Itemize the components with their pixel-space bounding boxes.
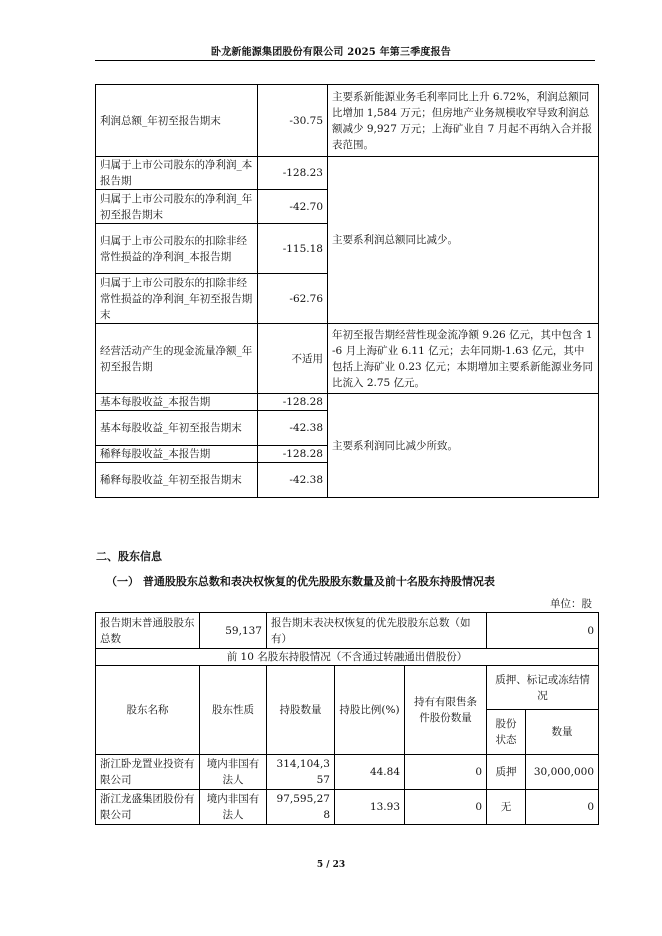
value-cell: -62.76 — [258, 274, 328, 324]
table-row — [96, 649, 599, 666]
item-cell: 归属于上市公司股东的净利润_年初至报告期末 — [96, 190, 258, 224]
value-cell: -42.70 — [258, 190, 328, 224]
item-cell: 归属于上市公司股东的扣除非经常性损益的净利润_本报告期 — [96, 224, 258, 274]
value-cell: -30.75 — [258, 85, 328, 157]
holder-shares: 97,595,278 — [267, 790, 335, 825]
holder-ratio: 44.84 — [335, 755, 405, 790]
item-cell: 基本每股收益_本报告期 — [96, 394, 258, 411]
holder-nature: 境内非国有法人 — [200, 790, 267, 825]
table-header-row — [96, 666, 599, 710]
shareholder-table — [95, 612, 599, 825]
header-divider — [95, 60, 595, 61]
col-header-name: 股东名称 — [96, 666, 200, 755]
holder-name: 浙江龙盛集团股份有限公司 — [96, 790, 200, 825]
section-subtitle: （一） 普通股股东总数和表决权恢复的优先股股东数量及前十名股东持股情况表 — [106, 575, 495, 588]
holder-ratio: 13.93 — [335, 790, 405, 825]
value-cell: -115.18 — [258, 224, 328, 274]
preferred-holders-value: 0 — [487, 613, 599, 649]
table-row — [96, 324, 599, 394]
total-holders-label: 报告期末普通股股东总数 — [96, 613, 200, 649]
item-cell: 归属于上市公司股东的净利润_本报告期 — [96, 157, 258, 190]
holder-shares: 314,104,357 — [267, 755, 335, 790]
top10-title: 前 10 名股东持股情况（不含通过转融通出借股份） — [96, 649, 599, 666]
value-cell: -42.38 — [258, 411, 328, 446]
holder-restricted: 0 — [405, 755, 487, 790]
col-header-pledge-status: 股份状态 — [487, 710, 526, 755]
unit-label: 单位：股 — [550, 598, 592, 610]
holder-pledge-status: 无 — [487, 790, 526, 825]
item-cell: 经营活动产生的现金流量净额_年初至报告期 — [96, 324, 258, 394]
col-header-restricted: 持有有限售条件股份数量 — [405, 666, 487, 755]
col-header-shares: 持股数量 — [267, 666, 335, 755]
col-header-pledge-qty: 数量 — [526, 710, 599, 755]
value-cell: 不适用 — [258, 324, 328, 394]
item-cell: 归属于上市公司股东的扣除非经常性损益的净利润_年初至报告期末 — [96, 274, 258, 324]
value-cell: -128.28 — [258, 446, 328, 463]
item-cell: 利润总额_年初至报告期末 — [96, 85, 258, 157]
holder-name: 浙江卧龙置业投资有限公司 — [96, 755, 200, 790]
preferred-holders-label: 报告期末表决权恢复的优先股股东总数（如有） — [267, 613, 487, 649]
table-row — [96, 394, 599, 411]
reason-cell-merged: 主要系利润同比减少所致。 — [328, 394, 599, 498]
reason-cell: 主要系新能源业务毛利率同比上升 6.72%，利润总额同比增加 1,584 万元；但房地产业务规模收窄导致利润总额减少 9,927 万元；上海矿业自 7 月起不再纳入合并报表范围。 — [328, 85, 599, 157]
table-row — [96, 755, 599, 790]
item-cell: 稀释每股收益_年初至报告期末 — [96, 463, 258, 498]
table-row — [96, 613, 599, 649]
item-cell: 基本每股收益_年初至报告期末 — [96, 411, 258, 446]
holder-nature: 境内非国有法人 — [200, 755, 267, 790]
section-title: 二、股东信息 — [96, 550, 162, 563]
holder-restricted: 0 — [405, 790, 487, 825]
reason-cell-merged: 主要系利润总额同比减少。 — [328, 157, 599, 324]
col-header-pledge: 质押、标记或冻结情况 — [487, 666, 599, 710]
holder-pledge-status: 质押 — [487, 755, 526, 790]
holder-pledge-qty: 30,000,000 — [526, 755, 599, 790]
value-cell: -128.28 — [258, 394, 328, 411]
financial-change-table — [95, 84, 599, 498]
page-number: 5 / 23 — [316, 860, 346, 870]
col-header-nature: 股东性质 — [200, 666, 267, 755]
table-row — [96, 790, 599, 825]
table-row — [96, 85, 599, 157]
col-header-ratio: 持股比例(%) — [335, 666, 405, 755]
value-cell: -128.23 — [258, 157, 328, 190]
item-cell: 稀释每股收益_本报告期 — [96, 446, 258, 463]
table-row — [96, 157, 599, 190]
value-cell: -42.38 — [258, 463, 328, 498]
page-header: 卧龙新能源集团股份有限公司 2025 年第三季度报告 — [211, 47, 451, 58]
total-holders-value: 59,137 — [200, 613, 267, 649]
reason-cell: 年初至报告期经营性现金流净额 9.26 亿元，其中包含 1-6 月上海矿业 6.11 亿元；去年同期-1.63 亿元，其中包括上海矿业 0.23 亿元；本期增加主要系新能源业务同比流入 2.75 亿元。 — [328, 324, 599, 394]
holder-pledge-qty: 0 — [526, 790, 599, 825]
